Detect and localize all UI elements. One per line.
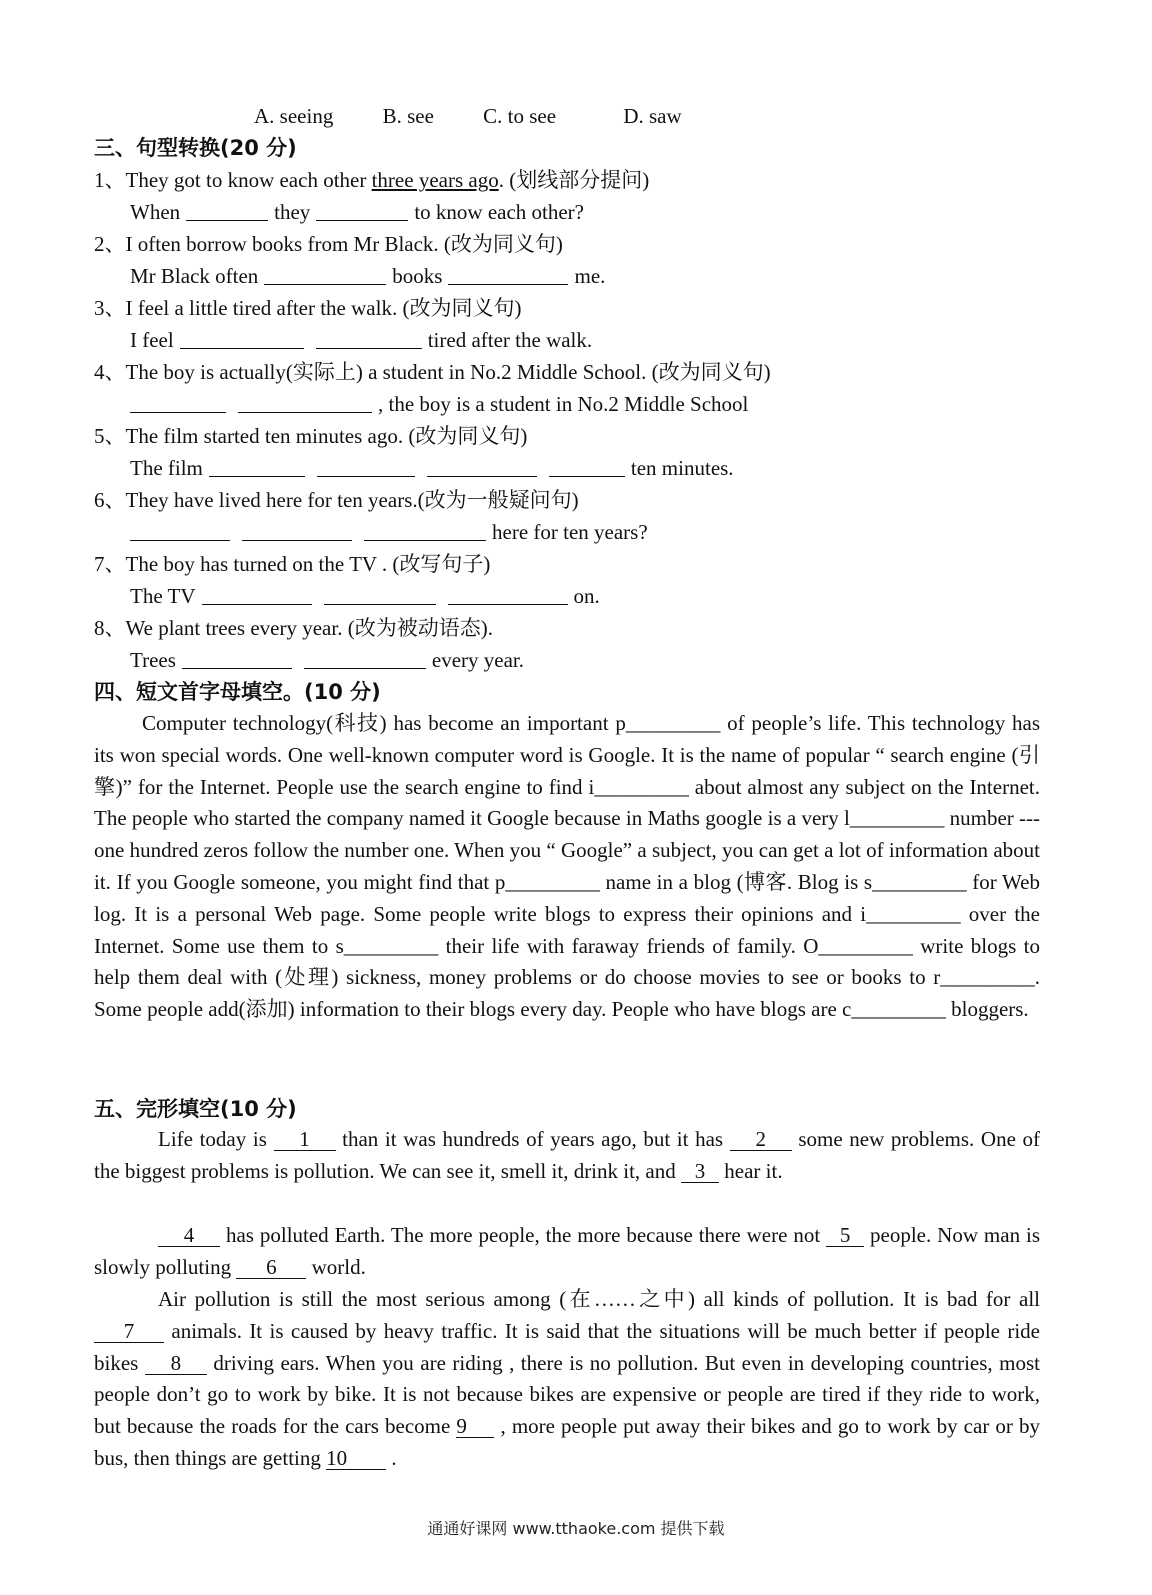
s3-q1-pre: 1、They got to know each other (94, 168, 372, 192)
answer-blank[interactable] (130, 520, 230, 541)
s3-q1-underlined: three years ago (371, 168, 499, 192)
answer-blank[interactable] (324, 584, 436, 605)
footer-credit: 通通好课网 www.tthaoke.com 提供下载 (427, 1519, 725, 1538)
s3-a7-text1: The TV (130, 584, 196, 608)
answer-blank[interactable] (186, 200, 268, 221)
answer-blank[interactable] (238, 392, 372, 413)
s3-a6-text1: here for ten years? (492, 520, 648, 544)
cloze-blank-3[interactable]: 3 (681, 1160, 719, 1183)
s5-text: , more people put away their bikes and go to work by car or by bus, then things are getting (94, 1414, 1040, 1470)
s3-a1-text2: they (274, 200, 311, 224)
answer-blank[interactable] (202, 584, 312, 605)
answer-blank[interactable] (549, 456, 625, 477)
cloze-blank-2[interactable]: 2 (730, 1128, 792, 1151)
s3-a2-text2: books (392, 264, 443, 288)
answer-blank[interactable] (316, 200, 408, 221)
answer-blank[interactable] (317, 456, 415, 477)
s5-text: Life today is (158, 1127, 267, 1151)
cloze-blank-10[interactable]: 10 (326, 1447, 386, 1470)
cloze-blank-1[interactable]: 1 (274, 1128, 336, 1151)
s3-a7 (130, 580, 600, 612)
s3-q1-post: . (划线部分提问) (498, 168, 650, 192)
section3-title: 三、句型转换(20 分) (94, 136, 297, 160)
s3-a1 (130, 196, 584, 228)
option-d: D. saw (623, 104, 682, 128)
s3-a8-text1: Trees (130, 648, 176, 672)
s5-text: hear it. (724, 1158, 783, 1183)
s3-a8 (130, 644, 524, 676)
section5-title: 五、完形填空(10 分) (94, 1097, 297, 1121)
answer-blank[interactable] (448, 584, 568, 605)
s3-q6: 6、They have lived here for ten years.(改为一般疑问句) (94, 488, 579, 512)
s3-a8-text2: every year. (431, 648, 525, 672)
answer-blank[interactable] (427, 456, 537, 477)
section4-text: Computer technology(科技) has become an important p_________ of people’s life. This technology has its won special words. One well-known computer word is Google. It is the name of popular “ search engine (引擎)” for the Internet. People use the search engine to find i_________ about almost any subject on the Internet. The people who started the company named it Google because in Maths google is a very l_________ number ---one hundred zeros follow the number one. When you “ Google” a subject, you can get a lot of information about it. If you Google someone, you might find that p_________ name in a blog (博客. Blog is s_________ for Web log. It is a personal Web page. Some people write blogs to express their opinions and i_________ over the Internet. Some use them to s_________ their life with faraway friends of family. O_________ write blogs to help them deal with (处理) sickness, money problems or do choose movies to see or books to r_________. Some people add(添加) information to their blogs every day. People who have blogs are c_________ bloggers. (94, 711, 1040, 1022)
s3-a2-text1: Mr Black often (130, 264, 259, 288)
s3-a1-text3: to know each other? (414, 200, 584, 224)
s3-a5-text2: ten minutes. (630, 456, 734, 480)
s5-text: than it was hundreds of years ago, but it has (342, 1127, 724, 1151)
answer-blank[interactable] (209, 456, 305, 477)
s3-q8: 8、We plant trees every year. (改为被动语态). (94, 616, 493, 640)
section4-passage (94, 708, 1040, 1026)
s5-text: . (391, 1445, 397, 1470)
section5-paragraph-1 (94, 1124, 1040, 1188)
option-a: A. seeing (254, 104, 334, 128)
s3-a2-text3: me. (574, 264, 606, 288)
answer-blank[interactable] (130, 392, 226, 413)
s3-a3-text2: tired after the walk. (427, 328, 593, 352)
s3-q7: 7、The boy has turned on the TV . (改写句子) (94, 552, 491, 576)
s3-a7-text2: on. (573, 584, 600, 608)
s3-q4: 4、The boy is actually(实际上) a student in No.2 Middle School. (改为同义句) (94, 360, 771, 384)
s5-text: some new problems. One of the biggest problems is pollution. We can see it, smell it, drink it, and (94, 1127, 1041, 1183)
cloze-blank-7[interactable]: 7 (94, 1320, 164, 1343)
cloze-blank-8[interactable]: 8 (145, 1352, 207, 1375)
options-line (254, 100, 726, 132)
answer-blank[interactable] (182, 648, 292, 669)
s5-text: animals. It is caused by heavy traffic. It is said that the situations will be much better if people ride bikes (94, 1318, 1040, 1375)
s5-text: Air pollution is still the most serious among (在……之中) all kinds of pollution. It is bad for all (158, 1287, 1040, 1311)
s3-q2: 2、I often borrow books from Mr Black. (改为同义句) (94, 232, 563, 256)
cloze-blank-6[interactable]: 6 (236, 1256, 306, 1279)
option-c: C. to see (483, 104, 557, 128)
answer-blank[interactable] (364, 520, 486, 541)
answer-blank[interactable] (448, 264, 568, 285)
s3-q5: 5、The film started ten minutes ago. (改为同义句) (94, 424, 528, 448)
s3-q3: 3、I feel a little tired after the walk. (改为同义句) (94, 296, 522, 320)
section4-title: 四、短文首字母填空。(10 分) (94, 680, 381, 704)
section5-paragraph-2 (94, 1220, 1040, 1284)
s5-text: has polluted Earth. The more people, the more because there were not (225, 1223, 821, 1247)
answer-blank[interactable] (304, 648, 426, 669)
s3-a4-text1: , the boy is a student in No.2 Middle School (378, 392, 749, 416)
s3-a2 (130, 260, 605, 292)
cloze-blank-5[interactable]: 5 (826, 1224, 864, 1247)
section5-paragraph-3 (94, 1284, 1040, 1475)
s3-q1 (94, 164, 649, 196)
s3-a1-text1: When (130, 200, 181, 224)
s3-a3 (130, 324, 592, 356)
s5-text: world. (311, 1254, 366, 1279)
answer-blank[interactable] (180, 328, 304, 349)
answer-blank[interactable] (316, 328, 422, 349)
s5-text: driving ears. When you are riding , there is no pollution. But even in developing countries, most people don’t go to work by bike. It is not because bikes are expensive or people are tired if they ride to work, but because the roads for the cars become (94, 1350, 1041, 1439)
option-b: B. see (382, 104, 434, 128)
s3-a5 (130, 452, 734, 484)
s3-a4 (130, 388, 748, 420)
answer-blank[interactable] (264, 264, 386, 285)
s3-a3-text1: I feel (130, 328, 174, 352)
s5-text: people. Now man is slowly polluting (94, 1223, 1041, 1279)
cloze-blank-9[interactable]: 9 (456, 1415, 494, 1438)
answer-blank[interactable] (242, 520, 352, 541)
s3-a6 (130, 516, 648, 548)
s3-a5-text1: The film (130, 456, 203, 480)
cloze-blank-4[interactable]: 4 (158, 1224, 220, 1247)
